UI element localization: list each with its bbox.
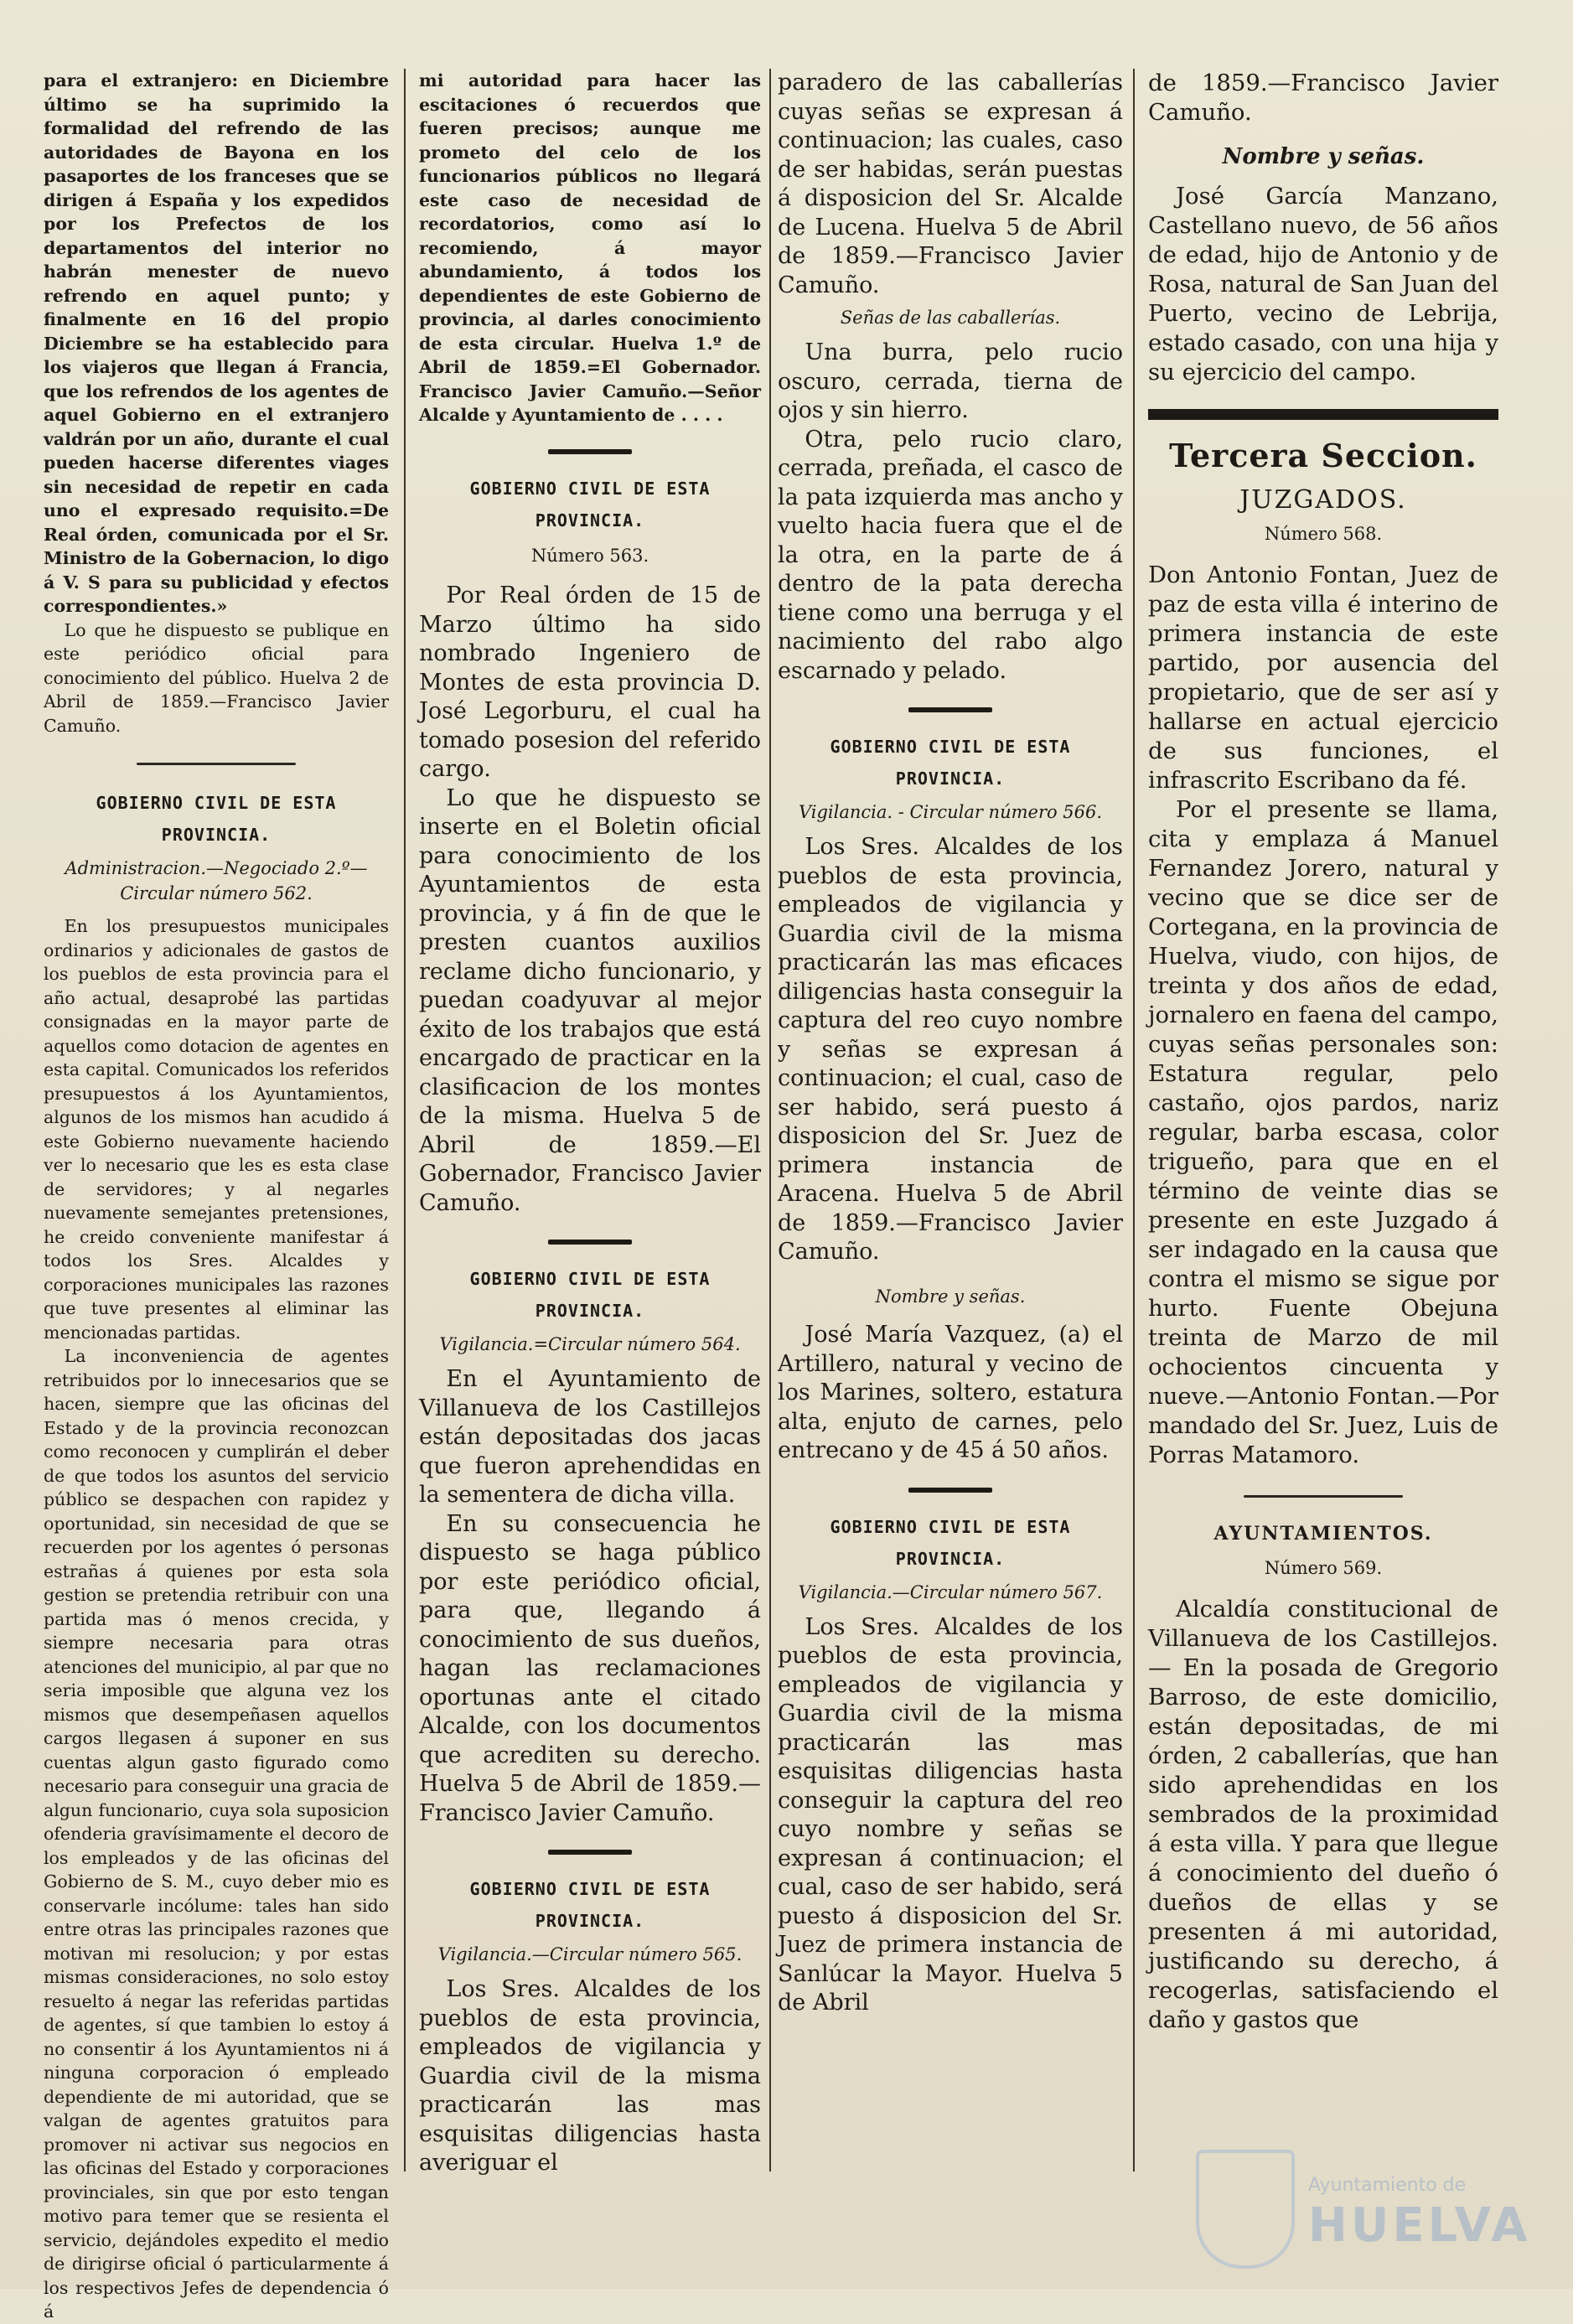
article-paragraph: En el Ayuntamiento de Villanueva de los Castillejos están depositadas dos jacas que fueron aprehendidas en la sementera de dicha villa. bbox=[419, 1366, 761, 1508]
column-rule bbox=[404, 69, 406, 2171]
circular-subheading: Vigilancia.—Circular número 567. bbox=[798, 1581, 1103, 1602]
article-paragraph: Los Sres. Alcaldes de los pueblos de esta provincia, empleados de vigilancia y Guardia civil de la misma practicarán las mas esquisitas diligencias hasta conseguir la captura del reo cuyo nombre y señas se expresan á continuacion; el cual, caso de ser habido, será puesto á disposicion del Sr. Juez de primera instancia de Sanlúcar la Mayor. Huelva 5 de Abril bbox=[778, 1613, 1123, 2016]
article-paragraph: Una burra, pelo rucio oscuro, cerrada, tierna de ojos y sin hierro. bbox=[778, 339, 1123, 423]
article-paragraph: Lo que he dispuesto se inserte en el Boletin oficial para conocimiento de los Ayuntamientos de esta provincia, y á fin de que le presten cuantos auxilios reclame dicho funcionario, y puedan coadyuvar al mejor éxito de los trabajos que está encargado de practicar en la clasificacion de los montes de la misma. Huelva 5 de Abril de 1859.—El Gobernador, Francisco Javier Camuño. bbox=[419, 784, 761, 1216]
circular-subheading: Vigilancia. - Circular número 566. bbox=[798, 802, 1103, 822]
coat-of-arms-icon bbox=[1196, 2150, 1295, 2269]
column-rule bbox=[1133, 69, 1135, 2171]
circular-subheading: Vigilancia.—Circular número 565. bbox=[437, 1944, 743, 1964]
divider bbox=[908, 707, 992, 712]
column-3 bbox=[778, 69, 1123, 2163]
article-paragraph: Los Sres. Alcaldes de los pueblos de esta provincia, empleados de vigilancia y Guardia civil de la misma practicarán las mas esquisitas diligencias hasta averiguar el bbox=[419, 1976, 761, 2176]
divider bbox=[908, 1488, 992, 1493]
section-heading: GOBIERNO CIVIL DE ESTA PROVINCIA. bbox=[469, 1269, 711, 1321]
column-2 bbox=[419, 69, 761, 2176]
section-heading: GOBIERNO CIVIL DE ESTA PROVINCIA. bbox=[830, 1516, 1071, 1569]
column-4 bbox=[1148, 69, 1498, 2163]
divider bbox=[548, 1850, 632, 1855]
article-continuation: mi autoridad para hacer las escitaciones ó recuerdos que fueren precisos; aunque me prometo del celo de los funcionarios públicos no llegará este caso de necesidad de recordatorios, como así lo recomiendo, á mayor abundamiento, á todos los dependientes de este Gobierno de provincia, al darles conocimiento de esta circular. Huelva 1.º de Abril de 1859.=El Gobernador. Francisco Javier Camuño.—Señor Alcalde y Ayuntamiento de . . . . bbox=[419, 70, 761, 425]
section-heading: GOBIERNO CIVIL DE ESTA PROVINCIA. bbox=[469, 478, 711, 531]
notice-number: Número 569. bbox=[1264, 1558, 1383, 1578]
notice-number: Número 563. bbox=[530, 545, 649, 566]
notice-number: Número 568. bbox=[1264, 524, 1383, 544]
column-1 bbox=[44, 69, 389, 2321]
divider bbox=[548, 1240, 632, 1245]
senas-heading: Señas de las caballerías. bbox=[840, 308, 1061, 328]
article-paragraph: Por Real órden de 15 de Marzo último ha sido nombrado Ingeniero de Montes de esta provincia D. José Legorburu, el cual ha tomado posesion del referido cargo. bbox=[419, 582, 761, 782]
article-paragraph: Los Sres. Alcaldes de los pueblos de esta provincia, empleados de vigilancia y Guardia civil de la misma practicarán las mas eficaces diligencias hasta conseguir la captura del reo cuyo nombre y señas se expresan á continuacion; el cual, caso de ser habido, será puesto á disposicion del Sr. Juez de primera instancia de Aracena. Huelva 5 de Abril de 1859.—Francisco Javier Camuño. bbox=[778, 834, 1123, 1265]
section-heading: GOBIERNO CIVIL DE ESTA PROVINCIA. bbox=[830, 737, 1071, 789]
article-paragraph: En los presupuestos municipales ordinarios y adicionales de gastos de los pueblos de esta provincia para el año actual, desaprobé las partidas consignadas en la mayor parte de aquellos como dotacion de agentes en esta capital. Comunicados los referidos presupuestos á los Ayuntamientos, algunos de los mismos han acudido á este Gobierno nuevamente haciendo ver lo necesario que les es esta clase de servidores; y al negarles nuevamente semejantes pretensiones, he creido conveniente manifestar á todos los Sres. Alcaldes y corporaciones municipales las razones que tuve presentes al eliminar las mencionadas partidas. bbox=[44, 916, 389, 1343]
section-title: Tercera Seccion. bbox=[1169, 437, 1477, 474]
circular-subheading: Vigilancia.=Circular número 564. bbox=[439, 1334, 741, 1354]
article-closing: Lo que he dispuesto se publique en este periódico oficial para conocimiento del público. Huelva 2 de Abril de 1859.—Francisco Javier Camuño. bbox=[44, 619, 389, 736]
court-heading: JUZGADOS. bbox=[1239, 485, 1407, 515]
section-heading: GOBIERNO CIVIL DE ESTA PROVINCIA. bbox=[96, 793, 337, 845]
nombre-heading: Nombre y señas. bbox=[875, 1286, 1026, 1307]
article-continuation: para el extranjero: en Diciembre último se ha suprimido la formalidad del refrendo de las autoridades de Bayona en los pasaportes de los franceses que se dirigen á España y los expedidos por los Prefectos de los departamentos del interior no habrán menester de nuevo refrendo en aquel punto; y finalmente en 16 del propio Diciembre se ha establecido para los viajeros que llegan á Francia, que los refrendos de los agentes de aquel Gobierno en el extranjero valdrán por un año, durante el cual pueden hacerse diferentes viages sin necesidad de repetir en cada uno el expresado requisito.=De Real órden, comunicada por el Sr. Ministro de la Gobernacion, lo digo á V. S para su publicidad y efectos correspondientes.» bbox=[44, 70, 389, 616]
ayuntamientos-heading: AYUNTAMIENTOS. bbox=[1213, 1523, 1433, 1545]
article-continuation: paradero de las caballerías cuyas señas se expresan á continuacion; las cuales, caso de ser habidas, serán puestas á disposicion del Sr. Alcalde de Lucena. Huelva 5 de Abril de 1859.—Francisco Javier Camuño. bbox=[778, 70, 1123, 298]
article-paragraph: José María Vazquez, (a) el Artillero, natural y vecino de los Marines, soltero, estatura alta, enjuto de carnes, pelo entrecano y de 45 á 50 años. bbox=[778, 1322, 1123, 1463]
watermark-line-1: Ayuntamiento de bbox=[1308, 2175, 1467, 2196]
article-paragraph: En su consecuencia he dispuesto se haga público por este periódico oficial, para que, llegando á conocimiento de sus dueños, hagan las reclamaciones oportunas ante el citado Alcalde, con los documentos que acrediten su derecho. Huelva 5 de Abril de 1859.—Francisco Javier Camuño. bbox=[419, 1510, 761, 1826]
article-paragraph: La inconveniencia de agentes retribuidos por lo innecesarios que se hacen, siempre que las oficinas del Estado y de la provincia reconozcan como reconocen y cumplirán el deber de que todos los asuntos del servicio público se despachen con rapidez y oportunidad, sin necesidad de que se recuerden por los agentes ó personas estrañas á quienes por esta sola gestion se pretendia retribuir con una partida mas ó menos crecida, y siempre necesaria para otras atenciones del municipio, al par que no seria imposible que alguna vez los mismos que desempeñasen aquellos cargos llegasen á suponer en sus cuentas algun gasto figurado como necesario para conseguir una gracia de algun funcionario, cuya sola suposicion ofenderia gravísimamente el decoro de los empleados y de las oficinas del Gobierno de S. M., cuyo deber mio es conservarle incólume: tales han sido entre otras las principales razones que motivan mi resolucion; y por estas mismas consideraciones, no solo estoy resuelto á negar las referidas partidas de agentes, sí que tambien lo estoy á no consentir á los Ayuntamientos ni á ninguna corporacion ó empleado dependiente de mi autoridad, que se valgan de agentes gratuitos para promover ni activar sus negocios en las oficinas del Estado y corporaciones provinciales, sin que por esto tengan motivo para temer que se resienta el servicio, dejándoles expedito el medio de dirigirse oficial ó particularmente á los respectivos Jefes de dependencia ó á bbox=[44, 1346, 389, 2321]
divider bbox=[137, 763, 296, 765]
article-paragraph: Alcaldía constitucional de Villanueva de los Castillejos.— En la posada de Gregorio Barroso, de este domicilio, están depositadas, de mi órden, 2 caballerías, que han sido aprehendidas en los sembrados de la proximidad á esta villa. Y para que llegue á conocimiento del dueño ó dueños de ellas y se presenten á mi autoridad, justificando su derecho, á recogerlas, satisfaciendo el daño y gastos que bbox=[1148, 1596, 1498, 2033]
ayuntamiento-watermark bbox=[1196, 2143, 1531, 2269]
watermark-line-2: HUELVA bbox=[1308, 2198, 1531, 2253]
column-rule bbox=[769, 69, 771, 2171]
nombre-heading: Nombre y señas. bbox=[1222, 144, 1425, 169]
circular-subheading: Administracion.—Negociado 2.º— Circular número 562. bbox=[65, 858, 368, 903]
article-paragraph: Otra, pelo rucio claro, cerrada, preñada, el casco de la pata izquierda mas ancho y vuelto hacia fuera que el de la otra, en la parte de á dentro de la pata derecha tiene como una berruga y el nacimiento del rabo algo escarnado y pelado. bbox=[778, 426, 1123, 684]
section-heading: GOBIERNO CIVIL DE ESTA PROVINCIA. bbox=[469, 1879, 711, 1931]
divider bbox=[548, 449, 632, 454]
article-continuation: de 1859.—Francisco Javier Camuño. bbox=[1148, 70, 1498, 126]
article-paragraph: José García Manzano, Castellano nuevo, de 56 años de edad, hijo de Antonio y de Rosa, natural de San Juan del Puerto, vecino de Lebrija, estado casado, con una hija y su ejercicio del campo. bbox=[1148, 183, 1498, 386]
article-paragraph: Don Antonio Fontan, Juez de paz de esta villa é interino de primera instancia de este partido, por ausencia del propietario, que de ser así y hallarse en actual ejercicio de sus funciones, el infrascrito Escribano da fé. bbox=[1148, 562, 1498, 794]
divider bbox=[1244, 1495, 1403, 1498]
section-divider bbox=[1148, 409, 1498, 420]
article-paragraph: Por el presente se llama, cita y emplaza á Manuel Fernandez Jorero, natural y vecino que se dice ser de Cortegana, en la provincia de Huelva, viudo, con hijos, de treinta y dos años de edad, jornalero en faena del campo, cuyas señas personales son: Estatura regular, pelo castaño, ojos pardos, nariz regular, barba escasa, color trigueño, para que en el término de veinte dias se presente en este Juzgado á ser indagado en la causa que contra el mismo se sigue por hurto. Fuente Obejuna treinta de Marzo de mil ochocientos cincuenta y nueve.—Antonio Fontan.—Por mandado del Sr. Juez, Luis de Porras Matamoro. bbox=[1148, 796, 1498, 1468]
